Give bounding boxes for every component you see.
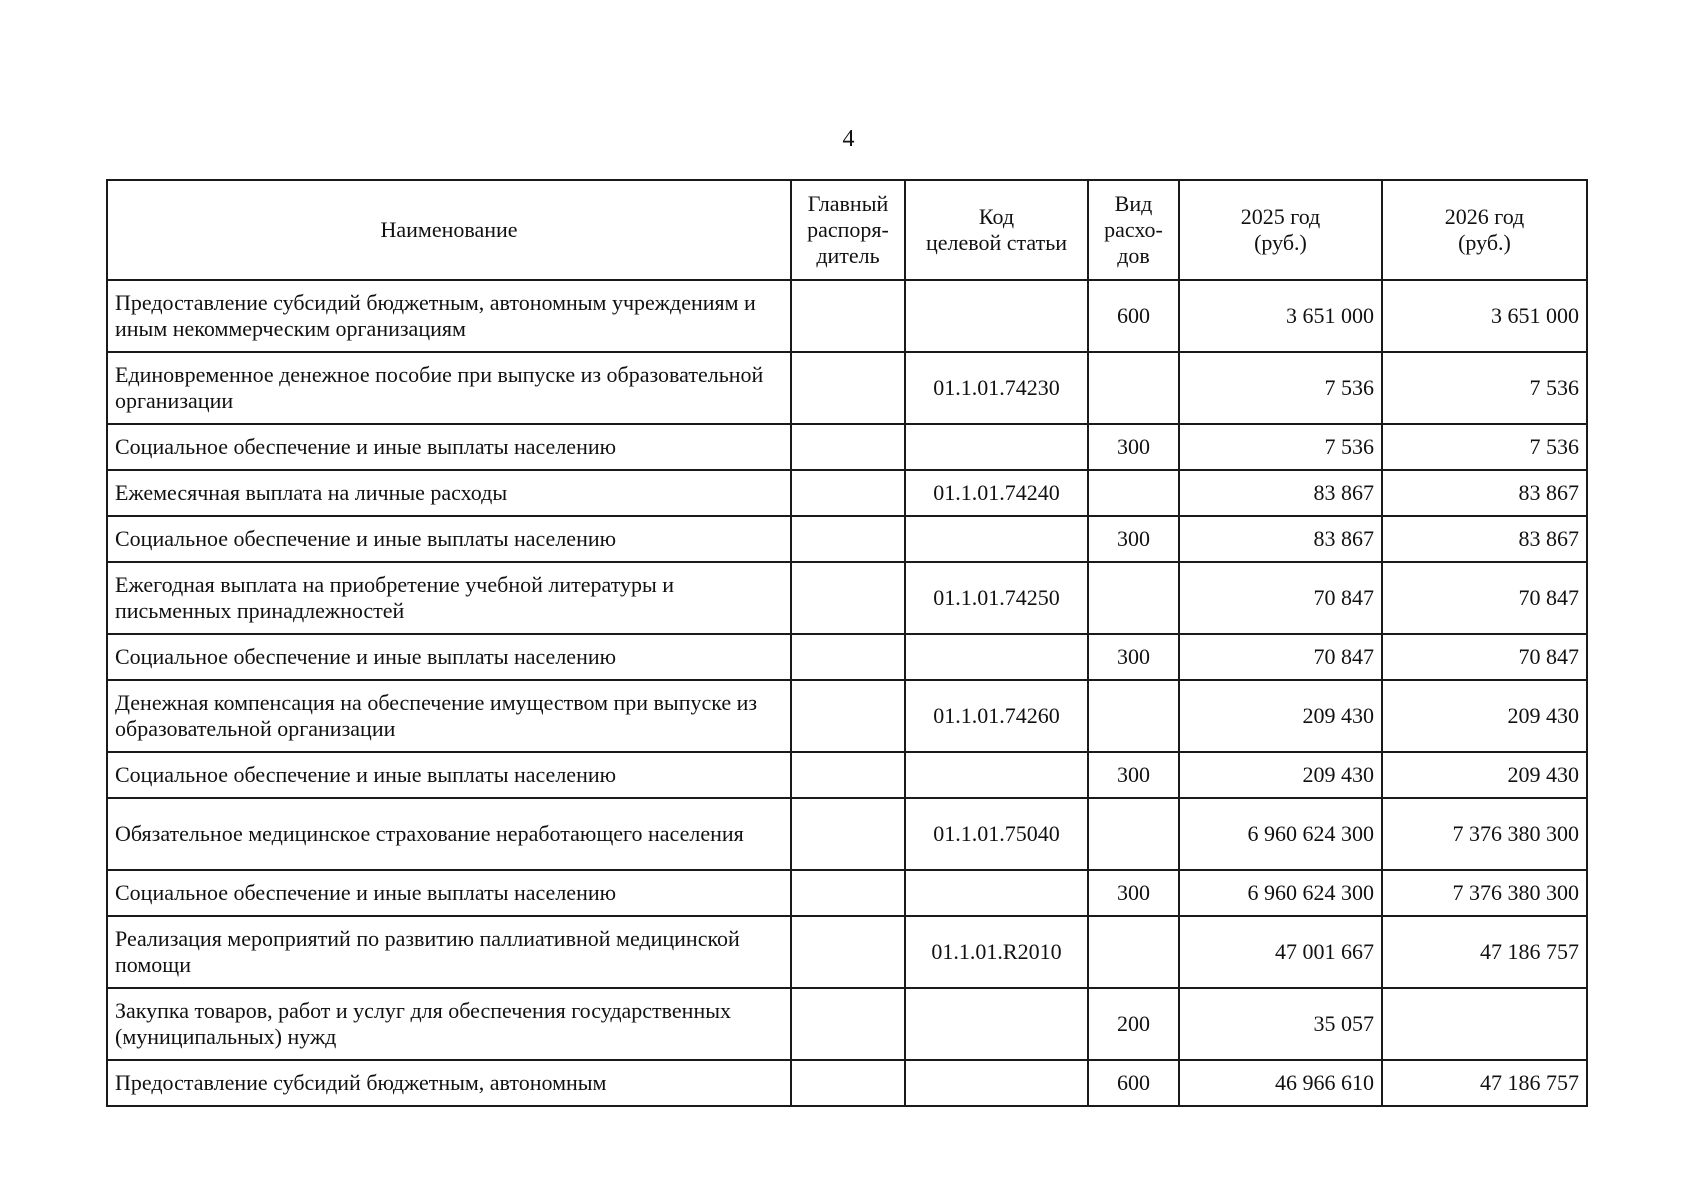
cell-name: Денежная компенсация на обеспечение имуществом при выпуске из образовательной организации <box>107 680 791 752</box>
cell-year-2026: 47 186 757 <box>1382 916 1587 988</box>
cell-name: Предоставление субсидий бюджетным, автономным <box>107 1060 791 1106</box>
cell-name: Ежегодная выплата на приобретение учебной литературы и письменных принадлежностей <box>107 562 791 634</box>
cell-name: Социальное обеспечение и иные выплаты населению <box>107 752 791 798</box>
cell-code: 01.1.01.74260 <box>905 680 1088 752</box>
page-number: 4 <box>842 126 855 152</box>
cell-year-2025: 83 867 <box>1179 470 1382 516</box>
table-row <box>107 752 1587 798</box>
cell-manager <box>791 916 905 988</box>
table-row <box>107 988 1587 1060</box>
cell-vid <box>1088 562 1179 634</box>
cell-year-2025: 209 430 <box>1179 680 1382 752</box>
cell-manager <box>791 680 905 752</box>
cell-manager <box>791 870 905 916</box>
cell-manager <box>791 280 905 352</box>
cell-vid <box>1088 470 1179 516</box>
cell-code <box>905 870 1088 916</box>
cell-name: Социальное обеспечение и иные выплаты населению <box>107 424 791 470</box>
cell-year-2025: 70 847 <box>1179 634 1382 680</box>
cell-year-2025: 83 867 <box>1179 516 1382 562</box>
table-row <box>107 562 1587 634</box>
cell-manager <box>791 352 905 424</box>
cell-code <box>905 988 1088 1060</box>
cell-year-2025: 6 960 624 300 <box>1179 798 1382 870</box>
cell-name: Социальное обеспечение и иные выплаты населению <box>107 634 791 680</box>
cell-vid: 300 <box>1088 870 1179 916</box>
header-code: Код целевой статьи <box>905 180 1088 280</box>
cell-year-2026: 83 867 <box>1382 516 1587 562</box>
cell-manager <box>791 516 905 562</box>
cell-vid: 300 <box>1088 634 1179 680</box>
cell-year-2026 <box>1382 988 1587 1060</box>
table-row <box>107 516 1587 562</box>
cell-manager <box>791 752 905 798</box>
cell-vid: 300 <box>1088 516 1179 562</box>
cell-year-2026: 7 536 <box>1382 424 1587 470</box>
table-row <box>107 798 1587 870</box>
cell-name: Реализация мероприятий по развитию паллиативной медицинской помощи <box>107 916 791 988</box>
budget-table <box>106 179 1588 1107</box>
cell-code <box>905 424 1088 470</box>
cell-vid: 600 <box>1088 1060 1179 1106</box>
cell-year-2026: 3 651 000 <box>1382 280 1587 352</box>
cell-name: Ежемесячная выплата на личные расходы <box>107 470 791 516</box>
cell-year-2025: 35 057 <box>1179 988 1382 1060</box>
table-row <box>107 424 1587 470</box>
cell-code: 01.1.01.R2010 <box>905 916 1088 988</box>
cell-code <box>905 516 1088 562</box>
cell-code: 01.1.01.75040 <box>905 798 1088 870</box>
table-header-row <box>107 180 1587 280</box>
cell-year-2025: 3 651 000 <box>1179 280 1382 352</box>
cell-year-2025: 7 536 <box>1179 352 1382 424</box>
cell-name: Обязательное медицинское страхование неработающего населения <box>107 798 791 870</box>
cell-year-2025: 46 966 610 <box>1179 1060 1382 1106</box>
cell-vid <box>1088 352 1179 424</box>
cell-year-2026: 209 430 <box>1382 680 1587 752</box>
cell-year-2026: 7 376 380 300 <box>1382 870 1587 916</box>
cell-vid: 300 <box>1088 424 1179 470</box>
table-row <box>107 870 1587 916</box>
cell-name: Закупка товаров, работ и услуг для обеспечения государственных (муниципальных) нужд <box>107 988 791 1060</box>
cell-manager <box>791 470 905 516</box>
cell-year-2026: 83 867 <box>1382 470 1587 516</box>
cell-name: Единовременное денежное пособие при выпуске из образовательной организации <box>107 352 791 424</box>
header-name: Наименование <box>107 180 791 280</box>
cell-manager <box>791 562 905 634</box>
cell-manager <box>791 424 905 470</box>
table-row <box>107 1060 1587 1106</box>
cell-name: Предоставление субсидий бюджетным, автономным учреждениям и иным некоммерческим организациям <box>107 280 791 352</box>
cell-year-2026: 7 376 380 300 <box>1382 798 1587 870</box>
table-row <box>107 916 1587 988</box>
cell-year-2025: 6 960 624 300 <box>1179 870 1382 916</box>
cell-manager <box>791 988 905 1060</box>
cell-vid <box>1088 798 1179 870</box>
cell-year-2026: 70 847 <box>1382 634 1587 680</box>
cell-code <box>905 752 1088 798</box>
cell-vid <box>1088 680 1179 752</box>
header-vid: Вид расхо- дов <box>1088 180 1179 280</box>
cell-year-2025: 47 001 667 <box>1179 916 1382 988</box>
table-row <box>107 280 1587 352</box>
cell-manager <box>791 1060 905 1106</box>
cell-code <box>905 1060 1088 1106</box>
cell-manager <box>791 634 905 680</box>
cell-name: Социальное обеспечение и иные выплаты населению <box>107 516 791 562</box>
cell-vid <box>1088 916 1179 988</box>
cell-code: 01.1.01.74230 <box>905 352 1088 424</box>
cell-year-2025: 209 430 <box>1179 752 1382 798</box>
header-year-2025: 2025 год (руб.) <box>1179 180 1382 280</box>
cell-code <box>905 280 1088 352</box>
cell-year-2025: 7 536 <box>1179 424 1382 470</box>
cell-name: Социальное обеспечение и иные выплаты населению <box>107 870 791 916</box>
cell-year-2026: 70 847 <box>1382 562 1587 634</box>
cell-vid: 200 <box>1088 988 1179 1060</box>
cell-manager <box>791 798 905 870</box>
cell-vid: 600 <box>1088 280 1179 352</box>
table-row <box>107 680 1587 752</box>
cell-code <box>905 634 1088 680</box>
cell-code: 01.1.01.74250 <box>905 562 1088 634</box>
cell-year-2026: 7 536 <box>1382 352 1587 424</box>
cell-year-2026: 209 430 <box>1382 752 1587 798</box>
table-row <box>107 352 1587 424</box>
cell-vid: 300 <box>1088 752 1179 798</box>
cell-code: 01.1.01.74240 <box>905 470 1088 516</box>
header-manager: Главный распоря- дитель <box>791 180 905 280</box>
table-row <box>107 470 1587 516</box>
cell-year-2026: 47 186 757 <box>1382 1060 1587 1106</box>
cell-year-2025: 70 847 <box>1179 562 1382 634</box>
header-year-2026: 2026 год (руб.) <box>1382 180 1587 280</box>
table-row <box>107 634 1587 680</box>
